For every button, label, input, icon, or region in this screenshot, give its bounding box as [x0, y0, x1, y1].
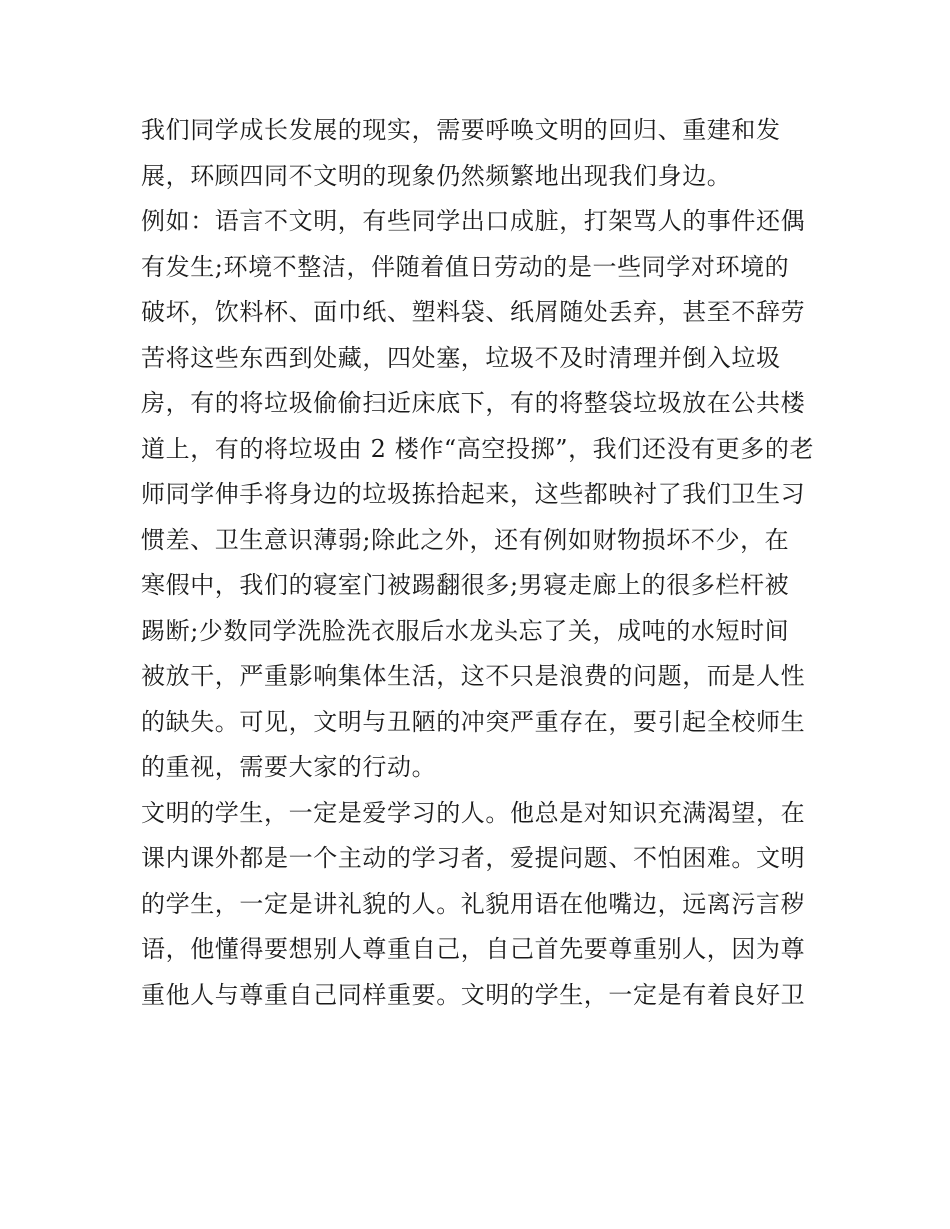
text-line: 破坏，饮料杯、面巾纸、塑料袋、纸屑随处丢弃，甚至不辞劳: [141, 298, 806, 326]
text-line: 重他人与尊重自己同样重要。文明的学生，一定是有着良好卫: [141, 980, 806, 1009]
text-line: 踢断;少数同学洗脸洗衣服后水龙头忘了关，成吨的水短时间: [141, 616, 790, 645]
text-line: 的重视，需要大家的行动。: [141, 753, 437, 781]
text-line: 寒假中，我们的寝室门被踢翻很多;男寝走廊上的很多栏杆被: [141, 571, 790, 599]
text-line: 的学生，一定是讲礼貌的人。礼貌用语在他嘴边，远离污言秽: [141, 889, 806, 918]
text-line: 语，他懂得要想别人尊重自己，自己首先要尊重别人，因为尊: [141, 935, 806, 963]
text-line: 文明的学生，一定是爱学习的人。他总是对知识充满渴望，在: [141, 798, 806, 827]
text-line: 展，环顾四同不文明的现象仍然频繁地出现我们身边。: [141, 161, 732, 190]
text-line: 房，有的将垃圾偷偷扫近床底下，有的将整袋垃圾放在公共楼: [141, 389, 806, 417]
text-line: 例如：语言不文明，有些同学出口成脏，打架骂人的事件还偶: [141, 207, 806, 235]
text-line: 被放干，严重影响集体生活，这不只是浪费的问题，而是人性: [141, 662, 806, 690]
text-line: 苦将这些东西到处藏，四处塞，垃圾不及时清理并倒入垃圾: [141, 343, 781, 372]
text-line: 我们同学成长发展的现实，需要呼唤文明的回归、重建和发: [141, 116, 781, 144]
text-line: 课内课外都是一个主动的学习者，爱提问题、不怕困难。文明: [141, 844, 806, 872]
text-line: 的缺失。可见，文明与丑陋的冲突严重存在，要引起全校师生: [141, 707, 806, 736]
text-line: 师同学伸手将身边的垃圾拣拾起来，这些都映衬了我们卫生习: [141, 480, 806, 508]
text-line: 有发生;环境不整洁，伴随着值日劳动的是一些同学对环境的: [141, 252, 790, 281]
body-text: [141, 108, 821, 1018]
text-line: 道上，有的将垃圾由 2 楼作“高空投掷”，我们还没有更多的老: [141, 434, 815, 463]
text-line: 惯差、卫生意识薄弱;除此之外，还有例如财物损坏不少，在: [141, 525, 790, 554]
